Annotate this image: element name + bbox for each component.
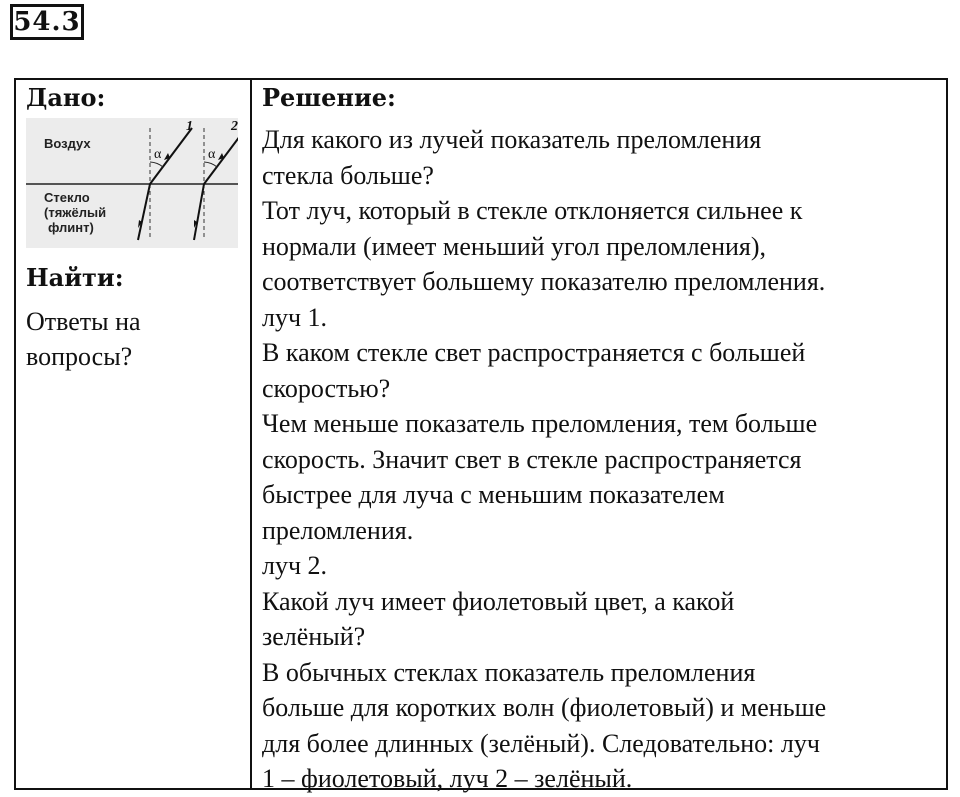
find-heading: Найти:	[26, 263, 124, 292]
label-glass-3: флинт)	[48, 220, 94, 235]
find-line: Ответы на	[26, 307, 141, 336]
task-table	[14, 78, 948, 793]
refraction-figure	[26, 118, 238, 248]
angle-label-1: α	[154, 147, 162, 162]
solution-line: скорость. Значит свет в стекле распространяется	[262, 444, 802, 474]
solution-line: зелёный?	[262, 622, 366, 651]
solution-heading: Решение:	[262, 83, 396, 112]
given-heading: Дано:	[26, 83, 106, 112]
solution-line: быстрее для луча с меньшим показателем	[262, 480, 725, 509]
ray-2-label: 2	[231, 119, 238, 134]
solution-line: соответствует большему показателю преломления.	[262, 267, 826, 296]
label-glass-1: Стекло	[44, 190, 90, 205]
solution-column	[252, 80, 946, 793]
label-air: Воздух	[44, 136, 91, 151]
solution-line: 1 – фиолетовый, луч 2 – зелёный.	[262, 764, 633, 793]
solution-line: больше для коротких волн (фиолетовый) и меньше	[262, 693, 827, 722]
find-text	[26, 304, 236, 374]
label-glass-2: (тяжёлый	[44, 205, 107, 220]
solution-line: скоростью?	[262, 373, 391, 403]
solution-line: для более длинных (зелёный). Следовательно: луч	[262, 728, 820, 758]
solution-line: стекла больше?	[262, 160, 434, 190]
problem-number: 54.3	[10, 4, 84, 40]
solution-line: луч 1.	[262, 302, 328, 332]
find-line: вопросы?	[26, 342, 133, 371]
solution-text	[262, 122, 936, 797]
solution-line: В каком стекле свет распространяется с большей	[262, 338, 806, 367]
solution-line: В обычных стеклах показатель преломления	[262, 657, 756, 687]
solution-line: Для какого из лучей показатель преломления	[262, 125, 762, 154]
solution-line: Чем меньше показатель преломления, тем больше	[262, 409, 818, 438]
solution-line: нормали (имеет меньший угол преломления),	[262, 231, 767, 261]
solution-line: Какой луч имеет фиолетовый цвет, а какой	[262, 586, 735, 616]
solution-line: преломления.	[262, 515, 414, 545]
solution-line: луч 2.	[262, 551, 328, 580]
solution-line: Тот луч, который в стекле отклоняется сильнее к	[262, 196, 803, 225]
given-column	[16, 80, 250, 788]
ray-1-label: 1	[186, 119, 193, 134]
angle-label-2: α	[208, 147, 216, 162]
